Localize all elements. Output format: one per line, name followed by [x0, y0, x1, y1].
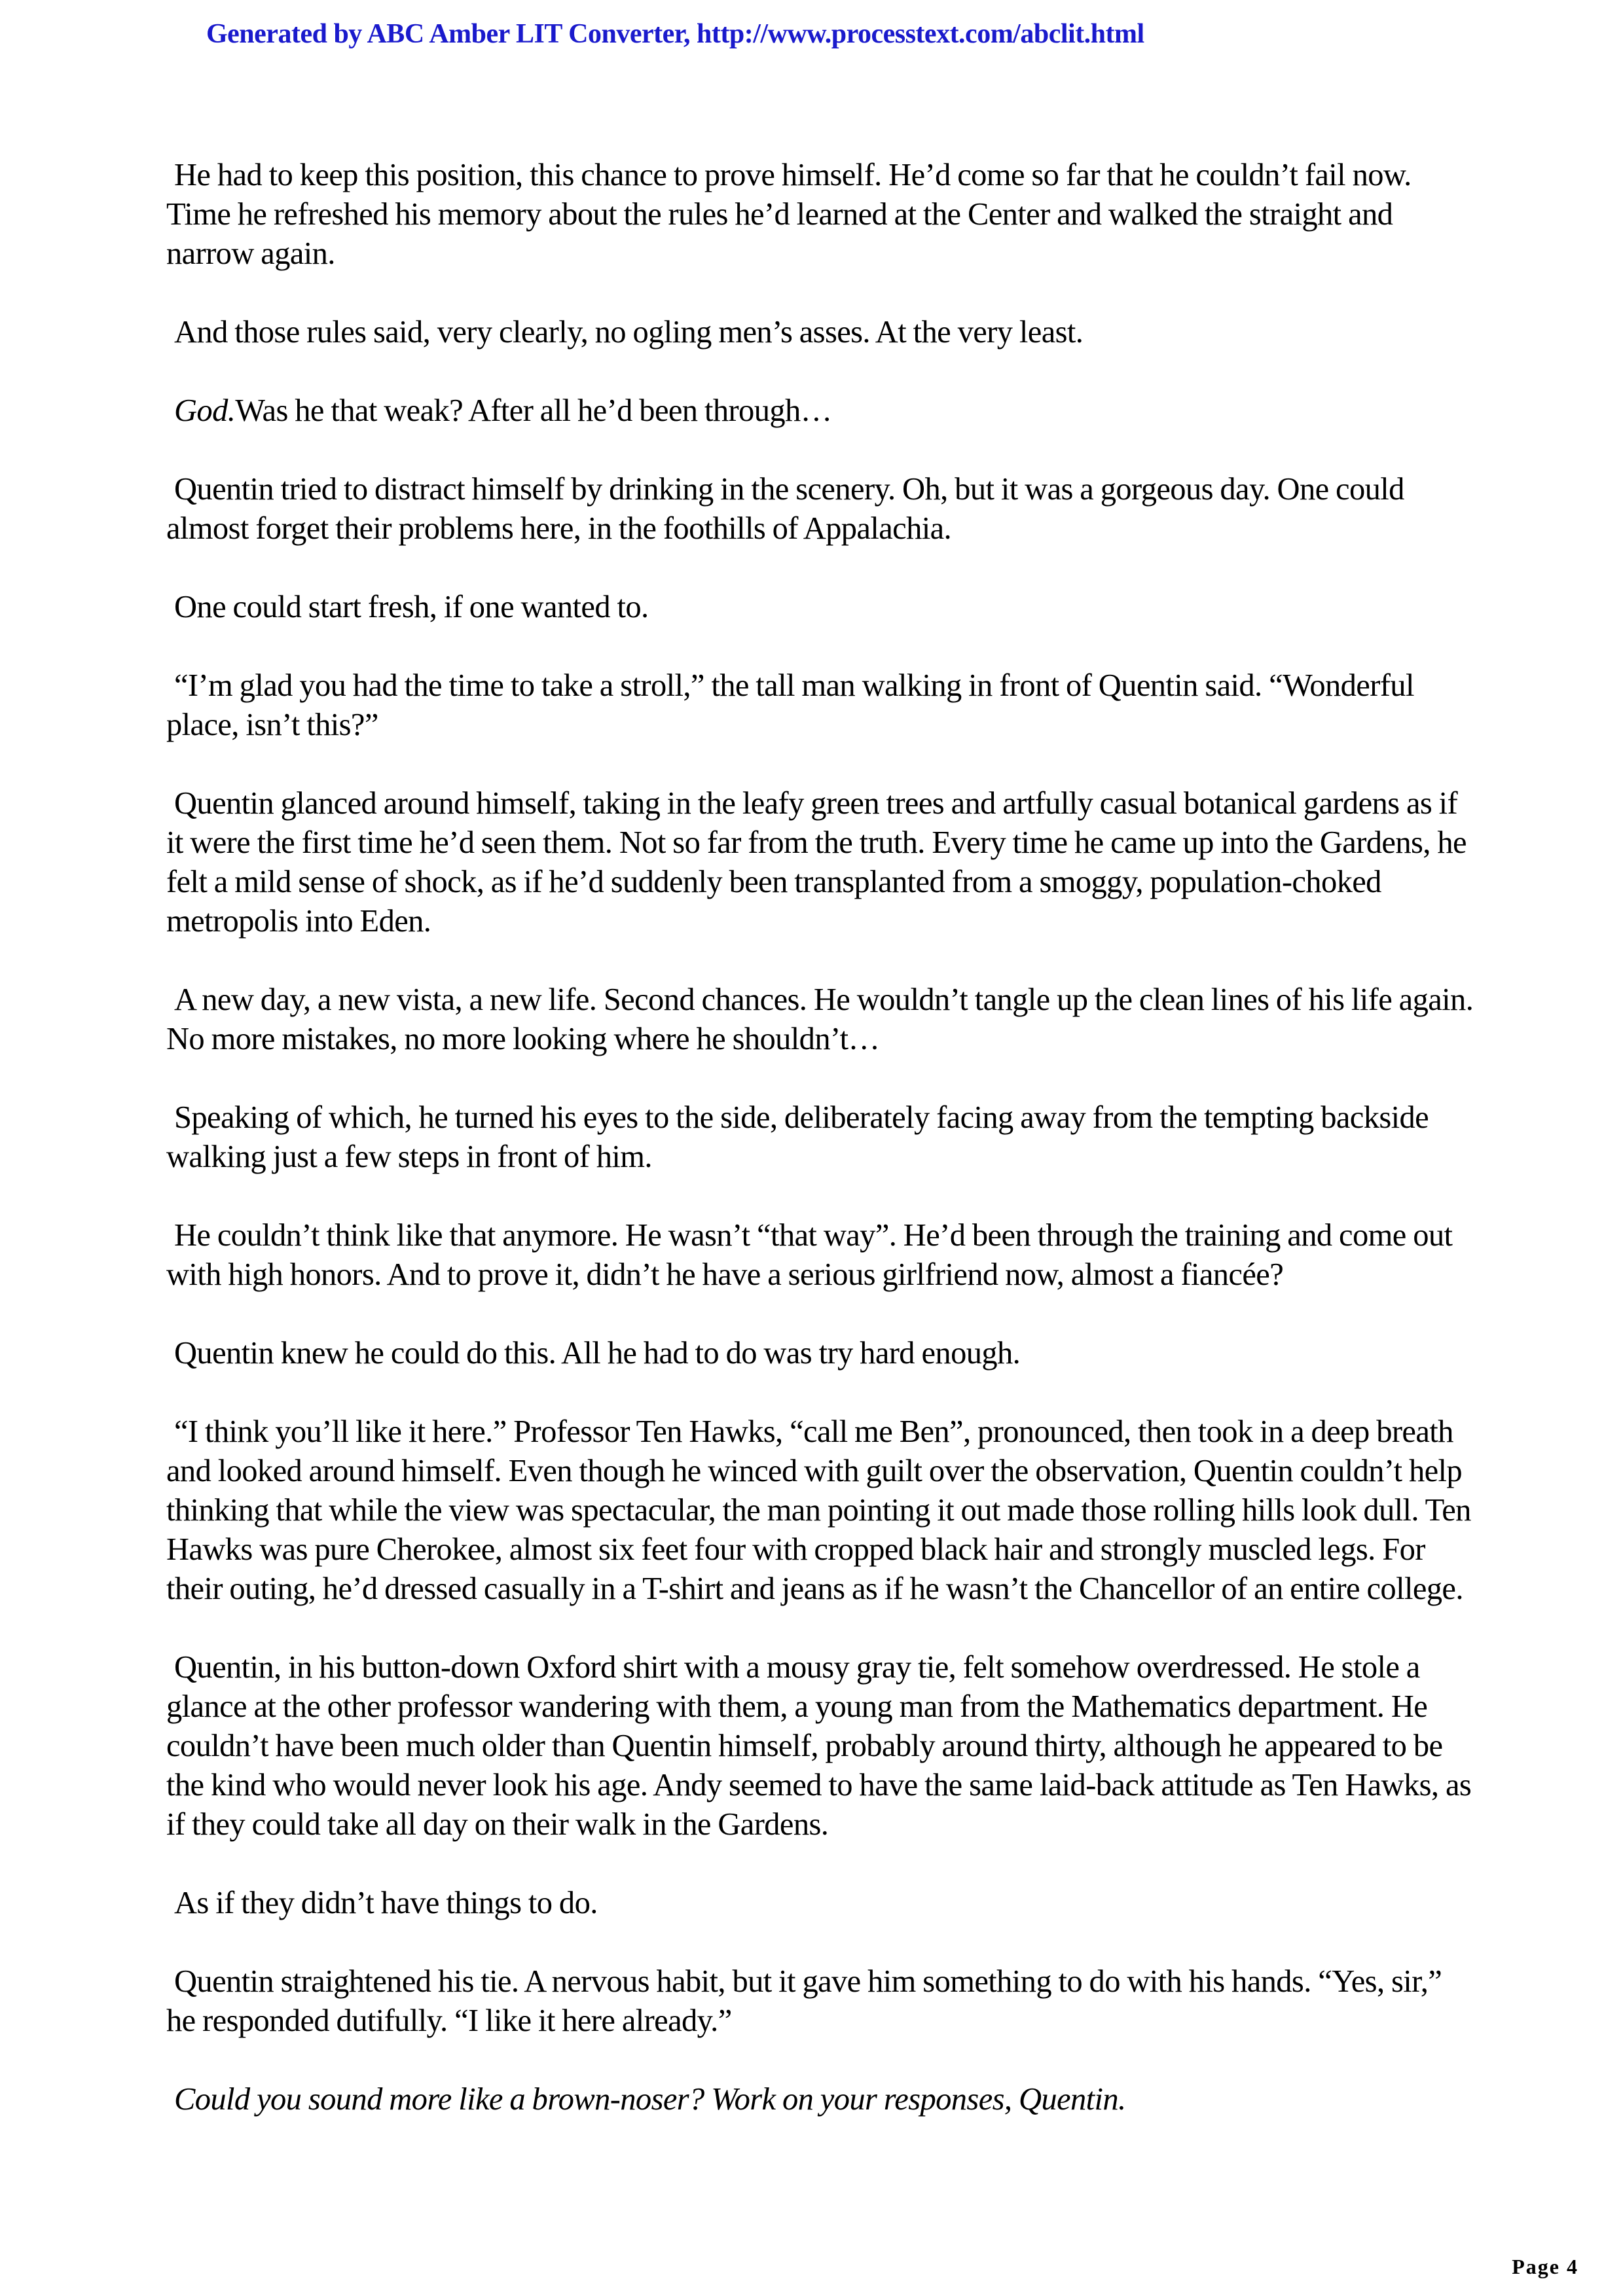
paragraph: “I’m glad you had the time to take a stroll,” the tall man walking in front of Quentin said. “Wonderful place, isn’t this?” — [166, 668, 1414, 742]
paragraph-italic: Could you sound more like a brown-noser? Work on your responses, Quentin. — [174, 2082, 1126, 2117]
paragraph: Quentin knew he could do this. All he had to do was try hard enough. — [174, 1336, 1021, 1371]
italic-lead: God. — [174, 393, 236, 428]
paragraph: And those rules said, very clearly, no ogling men’s asses. At the very least. — [174, 315, 1084, 350]
paragraph: Quentin tried to distract himself by drinking in the scenery. Oh, but it was a gorgeous day. One could almost forget their problems here, in the foothills of Appalachia. — [166, 472, 1404, 546]
paragraph: Speaking of which, he turned his eyes to the side, deliberately facing away from the tempting backside walking just a few steps in front of him. — [166, 1100, 1429, 1174]
paragraph: Quentin glanced around himself, taking in the leafy green trees and artfully casual botanical gardens as if it were the first time he’d seen them. Not so far from the truth. Every time he came up into the Gardens, he felt a mild sense of shock, as if he’d suddenly been transplanted from a smoggy, population-choked metropolis into Eden. — [166, 786, 1467, 939]
paragraph: He couldn’t think like that anymore. He wasn’t “that way”. He’d been through the training and come out with high honors. And to prove it, didn’t he have a serious girlfriend now, almost a fiancée? — [166, 1218, 1453, 1292]
paragraph: Quentin straightened his tie. A nervous habit, but it gave him something to do with his hands. “Yes, sir,” he responded dutifully. “I like it here already.” — [166, 1964, 1442, 2038]
paragraph: “I think you’ll like it here.” Professor Ten Hawks, “call me Ben”, pronounced, then took in a deep breath and looked around himself. Even though he winced with guilt over the observation, Quentin couldn’t help thinking that while the view was spectacular, the man pointing it out made those rolling hills look dull. Ten Hawks was pure Cherokee, almost six feet four with cropped black hair and strongly muscled legs. For their outing, he’d dressed casually in a T-shirt and jeans as if he wasn’t the Chancellor of an entire college. — [166, 1414, 1471, 1606]
paragraph: One could start fresh, if one wanted to. — [174, 590, 649, 624]
paragraph: Quentin, in his button-down Oxford shirt with a mousy gray tie, felt somehow overdressed. He stole a glance at the other professor wandering with them, a young man from the Mathematics department. He couldn’t have been much older than Quentin himself, probably around thirty, although he appeared to be the kind who would never look his age. Andy seemed to have the same laid-back attitude as Ten Hawks, as if they could take all day on their walk in the Gardens. — [166, 1650, 1472, 1842]
paragraph: He had to keep this position, this chance to prove himself. He’d come so far that he couldn’t fail now. Time he refreshed his memory about the rules he’d learned at the Center and walked the straight and narrow again. — [166, 158, 1412, 271]
paragraph: God.Was he that weak? After all he’d been through… — [174, 393, 832, 428]
paragraph: As if they didn’t have things to do. — [174, 1886, 598, 1920]
page-number: Page 4 — [1512, 2255, 1578, 2278]
page-body — [166, 156, 1476, 2159]
converter-header: Generated by ABC Amber LIT Converter, http://www.processtext.com/abclit.html — [206, 19, 1144, 49]
paragraph: A new day, a new vista, a new life. Second chances. He wouldn’t tangle up the clean lines of his life again. No more mistakes, no more looking where he shouldn’t… — [166, 982, 1474, 1056]
